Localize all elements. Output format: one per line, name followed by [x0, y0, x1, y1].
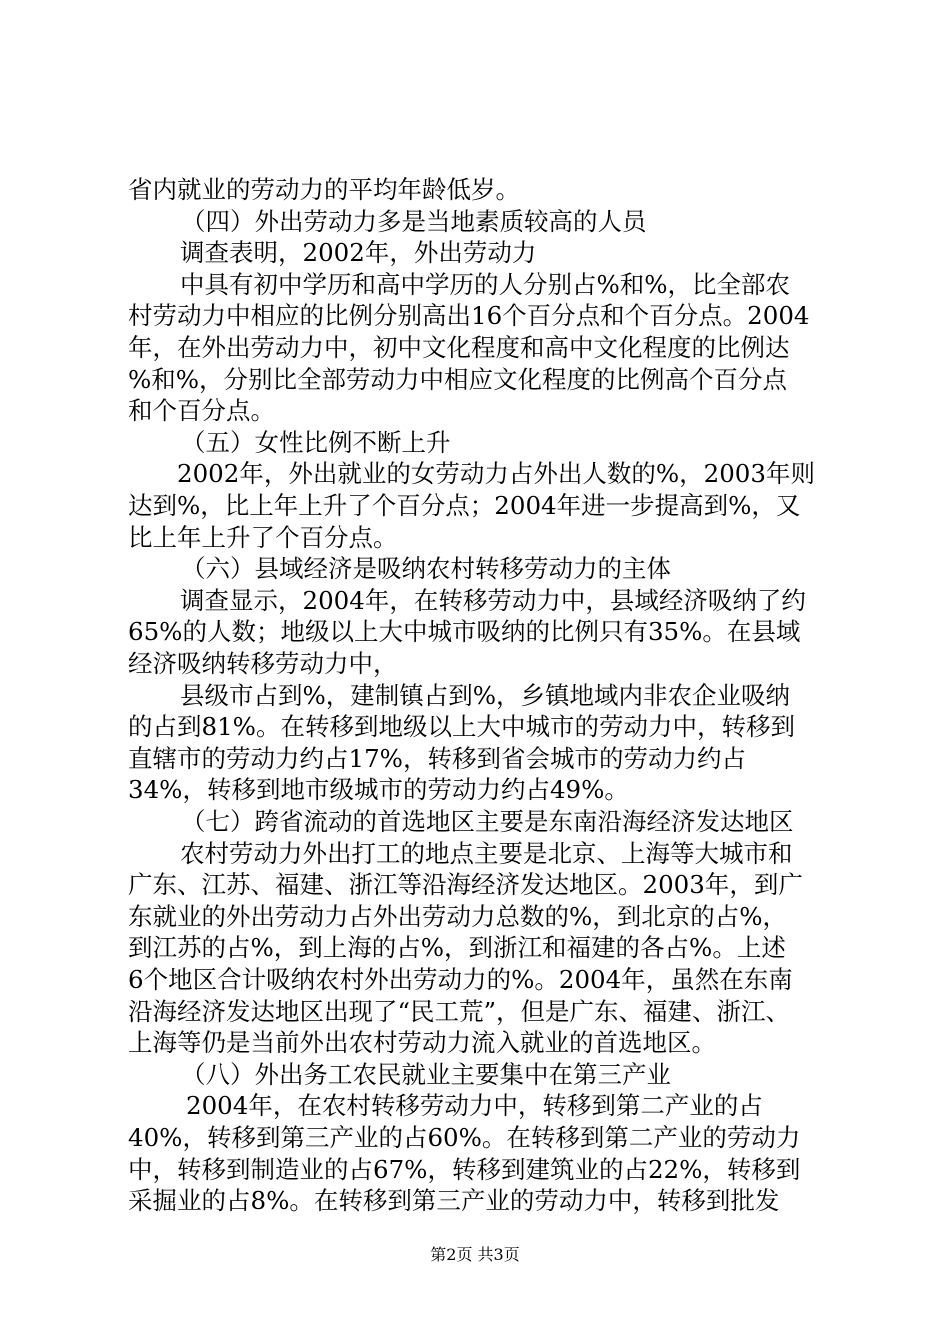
body-line: 农村劳动力外出打工的地点主要是北京、上海等大城市和 — [180, 838, 793, 868]
section-heading: （八）外出务工农民就业主要集中在第三产业 — [181, 1059, 671, 1089]
body-line: 的占到81%。在转移到地级以上大中城市的劳动力中，转移到 — [128, 712, 795, 742]
section-heading: （六）县域经济是吸纳农村转移劳动力的主体 — [181, 554, 671, 584]
body-line: 调查显示，2004年，在转移劳动力中，县域经济吸纳了约 — [180, 585, 806, 615]
body-line: 直辖市的劳动力约占17%，转移到省会城市的劳动力约占 — [128, 743, 746, 773]
body-line: 采掘业的占8%。在转移到第三产业的劳动力中，转移到批发 — [128, 1186, 780, 1216]
body-line: 到江苏的占%，到上海的占%，到浙江和福建的各占%。上述 — [128, 933, 786, 963]
body-line: 广东、江苏、福建、浙江等沿海经济发达地区。2003年，到广 — [128, 870, 803, 900]
body-line: 东就业的外出劳动力占外出劳动力总数的%，到北京的占%， — [128, 901, 788, 931]
section-heading: （七）跨省流动的首选地区主要是东南沿海经济发达地区 — [181, 807, 794, 836]
body-line: 6个地区合计吸纳农村外出劳动力的%。2004年，虽然在东南 — [128, 965, 793, 994]
body-line: 2004年，在农村转移劳动力中，转移到第二产业的占 — [186, 1091, 763, 1121]
body-line: 县级市占到%，建制镇占到%，乡镇地域内非农企业吸纳 — [180, 680, 791, 710]
body-line: 和个百分点。 — [128, 396, 275, 426]
section-heading: （五）女性比例不断上升 — [181, 427, 451, 457]
body-line: 年，在外出劳动力中，初中文化程度和高中文化程度的比例达 — [128, 333, 790, 362]
body-line: 沿海经济发达地区出现了“民工荒”，但是广东、福建、浙江、 — [128, 996, 791, 1026]
body-line: %和%，分别比全部劳动力中相应文化程度的比例高个百分点 — [128, 364, 788, 394]
body-line: 达到%，比上年上升了个百分点；2004年进一步提高到%，又 — [128, 491, 801, 520]
body-line: 40%，转移到第三产业的占60%。在转移到第二产业的劳动力 — [128, 1123, 801, 1152]
body-line: 65%的人数；地级以上大中城市吸纳的比例只有35%。在县域 — [128, 617, 801, 647]
body-line: 村劳动力中相应的比例分别高出16个百分点和个百分点。2004 — [128, 301, 810, 331]
section-heading: （四）外出劳动力多是当地素质较高的人员 — [181, 206, 647, 236]
body-line: 2002年，外出就业的女劳动力占外出人数的%，2003年则 — [177, 459, 815, 489]
body-line: 中具有初中学历和高中学历的人分别占%和%，比全部农 — [180, 269, 791, 299]
body-line: 上海等仍是当前外出农村劳动力流入就业的首选地区。 — [128, 1028, 716, 1058]
body-line: 经济吸纳转移劳动力中， — [128, 649, 398, 678]
body-line: 34%，转移到地市级城市的劳动力约占49%。 — [128, 775, 629, 805]
body-line: 中，转移到制造业的占67%，转移到建筑业的占22%，转移到 — [128, 1154, 801, 1184]
body-line: 比上年上升了个百分点。 — [128, 522, 398, 552]
body-line: 省内就业的劳动力的平均年龄低岁。 — [128, 175, 520, 204]
body-line: 调查表明，2002年，外出劳动力 — [180, 238, 537, 268]
page-footer: 第2页 共3页 — [430, 1245, 520, 1264]
